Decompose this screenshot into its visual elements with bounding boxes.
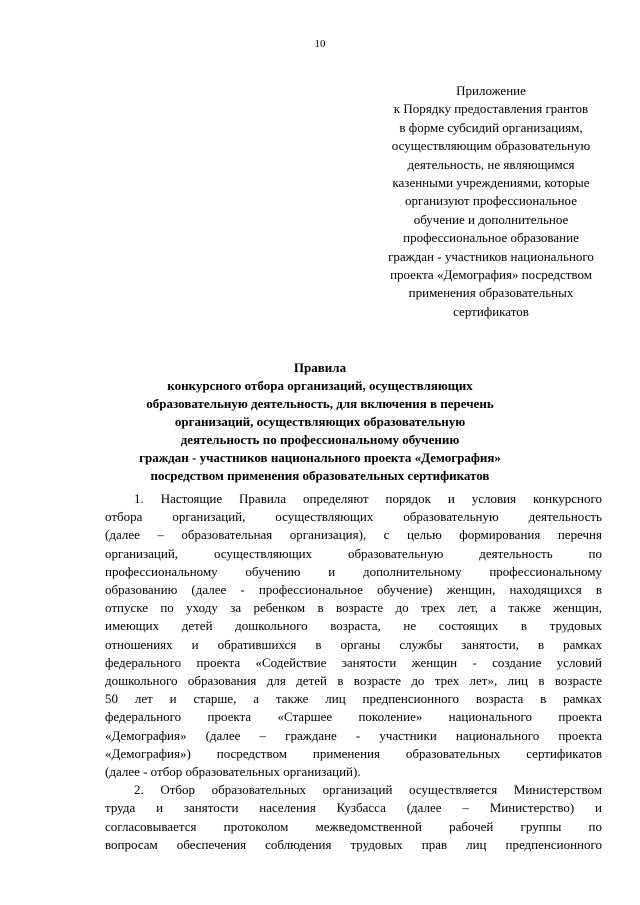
appendix-line: в форме субсидий организациям, — [399, 119, 583, 135]
appendix-line: проекта «Демография» посредством — [390, 267, 592, 283]
appendix-header — [345, 82, 637, 321]
text-line: образованию (далее - профессиональное обучение) женщин, находящихся в — [105, 582, 602, 598]
text-line: имеющих детей дошкольного возраста, не состоящих в трудовых — [105, 618, 602, 634]
rules-title-line: организаций, осуществляющих образовательную — [174, 414, 466, 429]
text-line: 1. Настоящие Правила определяют порядок и условия конкурсного — [134, 491, 602, 506]
rules-title-line: граждан - участников национального проекта «Демография» — [139, 450, 501, 465]
text-line: «Демография» (далее – граждане - участники национального проекта — [105, 727, 602, 743]
appendix-line: профессиональное образование — [403, 230, 579, 246]
paragraph-2 — [105, 781, 602, 854]
appendix-line: к Порядку предоставления грантов — [393, 101, 589, 117]
appendix-line: организуют профессиональное — [405, 193, 577, 209]
appendix-line: деятельность, не являющимся — [407, 156, 575, 172]
appendix-line: граждан - участников национального — [388, 248, 594, 264]
appendix-line: осуществляющим образовательную — [391, 138, 591, 154]
text-line: федерального проекта «Старшее поколение» национального проекта — [105, 709, 602, 725]
appendix-line: обучение и дополнительное — [413, 211, 569, 227]
rules-title-line: образовательную деятельность, для включения в перечень — [146, 396, 494, 411]
rules-title-line: деятельность по профессиональному обучению — [180, 432, 460, 447]
text-line: (далее – образовательная организация), с целью формирования перечня — [105, 527, 602, 543]
text-line: вопросам обеспечения соблюдения трудовых прав лиц предпенсионного — [105, 836, 602, 852]
text-line: отношениях и обратившихся в органы службы занятости, в рамках — [105, 636, 602, 652]
appendix-line: Приложение — [456, 83, 526, 98]
rules-title-line: посредством применения образовательных сертификатов — [150, 468, 490, 483]
page-number: 10 — [314, 38, 326, 50]
text-line: федерального проекта «Содействие занятости женщин - создание условий — [105, 654, 602, 670]
rules-title-line: конкурсного отбора организаций, осуществляющих — [167, 378, 473, 393]
text-line: труда и занятости населения Кузбасса (далее – Министерство) и — [105, 800, 602, 816]
text-line: дошкольного образования для детей в возрасте до трех лет», лиц в возрасте — [105, 673, 602, 689]
text-line: отпуске по уходу за ребенком в возрасте до трех лет, а также женщин, — [105, 600, 602, 616]
appendix-line: применения образовательных — [408, 285, 574, 301]
text-line: 2. Отбор образовательных организаций осуществляется Министерством — [134, 782, 602, 798]
text-line: 50 лет и старше, а также лиц предпенсионного возраста в рамках — [105, 691, 602, 707]
appendix-line: сертификатов — [453, 303, 529, 319]
text-line: организаций, осуществляющих образовательную деятельность по — [105, 545, 602, 561]
text-line: (далее - отбор образовательных организаций). — [105, 764, 361, 780]
appendix-line: казенными учреждениями, которые — [392, 175, 590, 191]
body-text — [105, 490, 602, 854]
rules-title-line: Правила — [293, 360, 347, 375]
text-line: согласовывается протоколом межведомственной рабочей группы по — [105, 818, 602, 834]
text-line: профессиональному обучению и дополнительному профессиональному — [105, 563, 602, 579]
paragraph-1 — [105, 490, 602, 781]
rules-title — [120, 359, 520, 485]
text-line: отбора организаций, осуществляющих образовательную деятельность — [105, 509, 602, 525]
text-line: «Демография») посредством применения образовательных сертификатов — [105, 745, 602, 761]
